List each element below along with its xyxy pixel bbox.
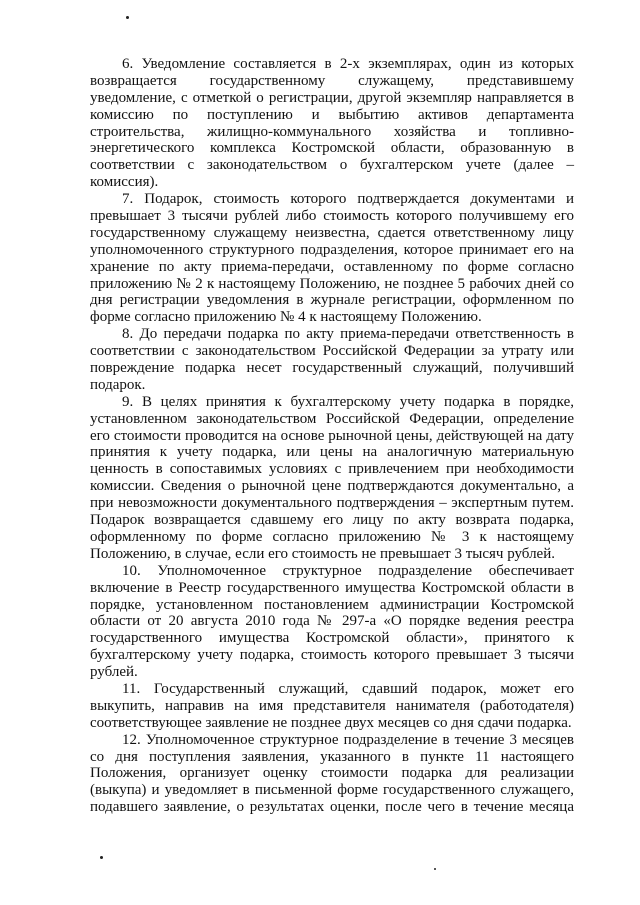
- paragraph-10: [90, 563, 574, 681]
- paragraph-6: [90, 56, 574, 191]
- text-line: бухгалтерскому учету подарка, стоимость которого превышает 3 тысячи: [90, 647, 574, 664]
- text-line: его стоимости проводится на основе рыночной цены, действующей на дату: [90, 427, 574, 444]
- scan-speck: [100, 856, 103, 859]
- text-line: превышает 3 тысячи рублей либо стоимость которого получившему его: [90, 208, 574, 225]
- text-line: установленном законодательством Российской Федерации, определение: [90, 410, 574, 427]
- text-line: дня регистрации уведомления в журнале регистрации, оформленном по: [90, 292, 574, 309]
- text-line: соответствующее заявление не позднее двух месяцев со дня сдачи подарка.: [90, 714, 572, 731]
- paragraph-11: [90, 681, 574, 732]
- text-line: (выкупа) и уведомляет в письменной форме государственного служащего,: [90, 782, 574, 799]
- text-line: принятия к учету подарка, или цены на аналогичную материальную: [90, 444, 574, 461]
- text-line: выкупить, направив на имя представителя нанимателя (работодателя): [90, 697, 574, 714]
- text-line: порядке, установленном постановлением администрации Костромской: [90, 596, 574, 613]
- paragraph-7: [90, 191, 574, 326]
- text-line: соответствии с законодательством о бухгалтерском учете (далее –: [90, 157, 574, 174]
- text-line: включение в Реестр государственного имущества Костромской области в: [90, 579, 574, 596]
- text-line: повреждение подарка несет государственный служащий, получивший: [90, 360, 574, 377]
- text-line: 10. Уполномоченное структурное подразделение обеспечивает: [122, 562, 574, 579]
- text-line: 6. Уведомление составляется в 2-х экземплярах, один из которых: [122, 56, 574, 72]
- text-line: государственного имущества Костромской области», принятого к: [90, 630, 574, 647]
- text-line: уведомление, с отметкой о регистрации, другой экземпляр направляется в: [90, 89, 574, 106]
- text-line: подавшего заявление, о результатах оценки, после чего в течение месяца: [90, 799, 574, 816]
- text-line: Положению, в случае, если его стоимость не превышает 3 тысяч рублей.: [90, 545, 555, 562]
- text-line: форме согласно приложению № 4 к настоящему Положению.: [90, 309, 482, 326]
- text-line: области от 20 августа 2010 года № 297-а «О порядке ведения реестра: [90, 613, 574, 630]
- scan-speck: [126, 16, 129, 19]
- text-line: возвращается государственному служащему, представившему: [90, 72, 574, 89]
- text-line: соответствии с законодательством Российской Федерации за утрату или: [90, 343, 574, 360]
- text-line: 12. Уполномоченное структурное подразделение в течение 3 месяцев: [122, 731, 574, 748]
- text-line: комиссию по поступлению и выбытию активов департамента: [90, 106, 574, 123]
- text-line: 8. До передачи подарка по акту приема-передачи ответственность в: [122, 326, 574, 343]
- text-line: приложению № 2 к настоящему Положению, не позднее 5 рабочих дней со: [90, 275, 574, 292]
- paragraph-9: [90, 394, 574, 563]
- text-line: уполномоченного структурного подразделения, которое принимает его на: [90, 241, 574, 258]
- text-line: государственному служащему неизвестна, сдается ответственному лицу: [90, 224, 574, 241]
- paragraph-12: [90, 732, 574, 816]
- paragraph-8: [90, 326, 574, 394]
- text-line: 9. В целях принятия к бухгалтерскому учету подарка в порядке,: [122, 393, 574, 410]
- text-line: Подарок возвращается сдавшему его лицу по акту возврата подарка,: [90, 512, 574, 529]
- text-line: рублей.: [90, 664, 138, 681]
- text-line: 11. Государственный служащий, сдавший подарок, может его: [122, 680, 574, 697]
- text-line: комиссия).: [90, 174, 159, 191]
- text-line: комиссии. Сведения о рыночной цене подтверждаются документально, а: [90, 478, 574, 495]
- text-line: хранение по акту приема-передачи, оставленному по форме согласно: [90, 258, 574, 275]
- text-line: при невозможности документального подтверждения – экспертным путем.: [90, 495, 574, 512]
- text-line: подарок.: [90, 376, 146, 393]
- text-line: со дня поступления заявления, указанного в пункте 11 настоящего: [90, 748, 574, 765]
- text-line: 7. Подарок, стоимость которого подтверждается документами и: [122, 191, 574, 208]
- text-line: оформленному по форме согласно приложению № 3 к настоящему: [90, 528, 574, 545]
- text-line: Положения, организует оценку стоимости подарка для реализации: [90, 765, 574, 782]
- text-line: строительства, жилищно-коммунального хозяйства и топливно-: [90, 123, 574, 140]
- scan-speck: [434, 868, 436, 870]
- text-line: энергетического комплекса Костромской области, образованную в: [90, 140, 574, 157]
- document-body: [90, 56, 574, 816]
- text-line: ценность в сопоставимых условиях с привлечением при необходимости: [90, 461, 574, 478]
